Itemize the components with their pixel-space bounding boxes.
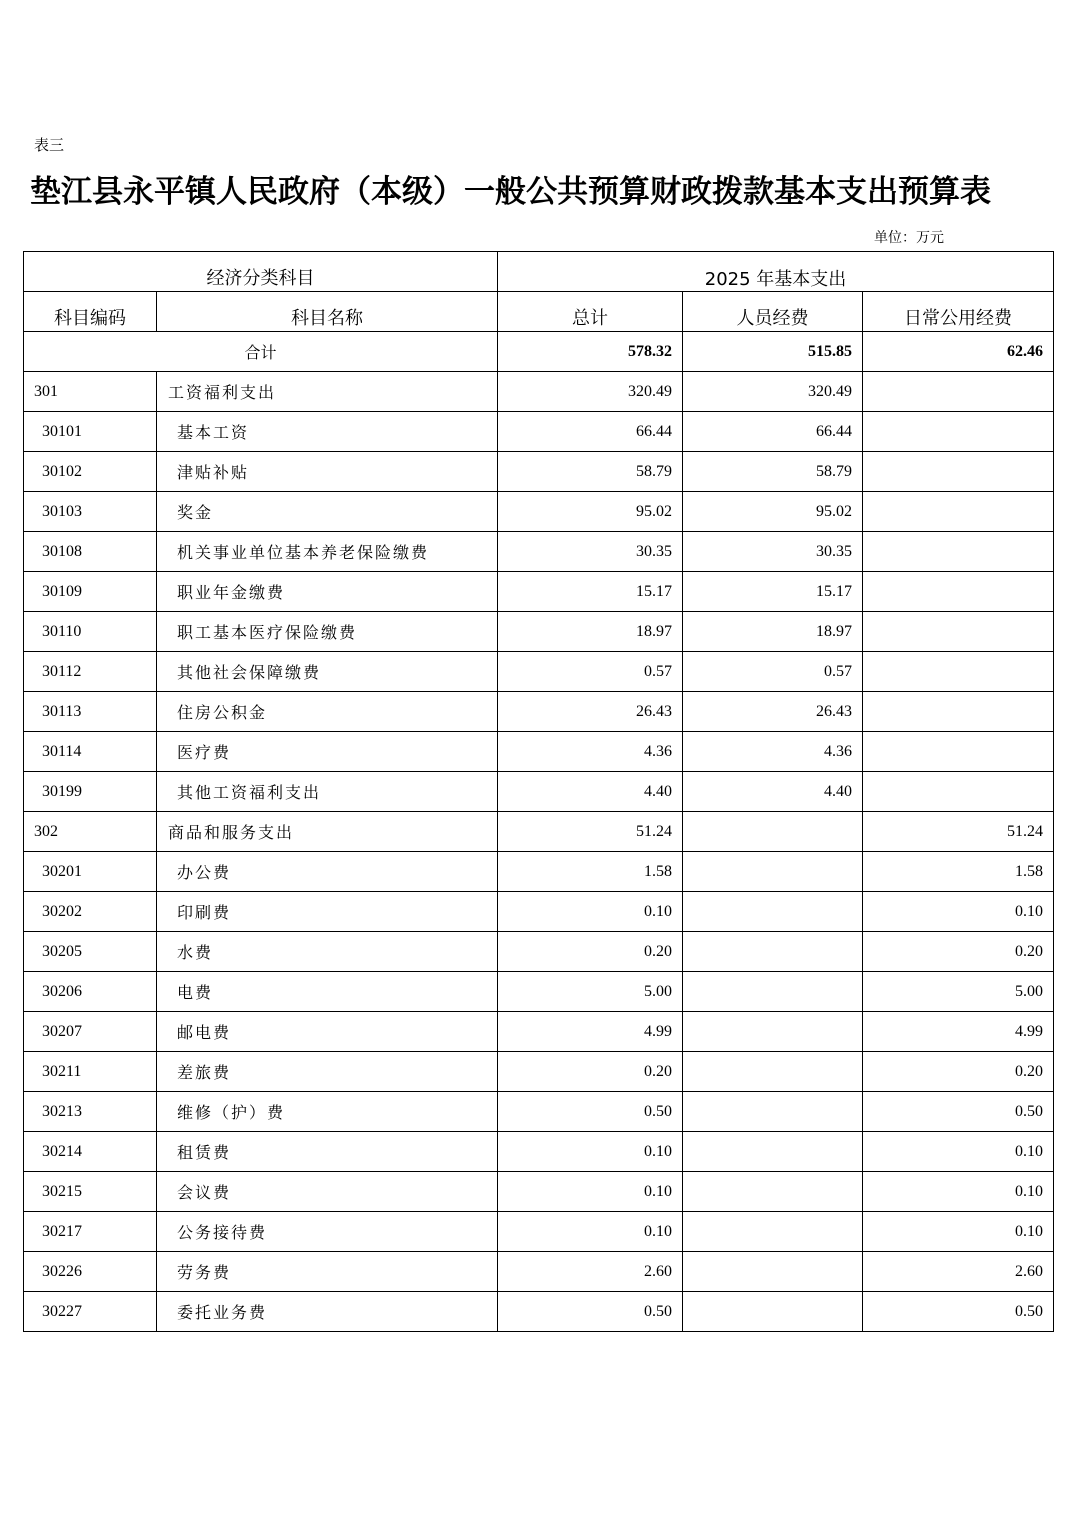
row-public: 2.60 [863, 1252, 1054, 1292]
table-number-label: 表三 [34, 136, 65, 154]
row-code: 30114 [24, 732, 157, 772]
row-personnel: 66.44 [683, 412, 863, 452]
row-public: 0.20 [863, 1052, 1054, 1092]
table-row [24, 1092, 1054, 1132]
table-row [24, 772, 1054, 812]
row-name: 津贴补贴 [157, 452, 498, 492]
row-total: 51.24 [498, 812, 683, 852]
total-total: 578.32 [498, 332, 683, 372]
row-public [863, 492, 1054, 532]
table-row [24, 492, 1054, 532]
row-name: 水费 [157, 932, 498, 972]
row-public: 51.24 [863, 812, 1054, 852]
row-total: 0.50 [498, 1092, 683, 1132]
table-row [24, 372, 1054, 412]
table-row [24, 1132, 1054, 1172]
row-name: 邮电费 [157, 1012, 498, 1052]
header-code: 科目编码 [24, 292, 157, 332]
table-row [24, 972, 1054, 1012]
row-personnel: 18.97 [683, 612, 863, 652]
row-personnel [683, 1172, 863, 1212]
row-name: 维修（护）费 [157, 1092, 498, 1132]
row-name: 医疗费 [157, 732, 498, 772]
row-personnel [683, 1252, 863, 1292]
table-row [24, 612, 1054, 652]
table-row [24, 1292, 1054, 1332]
row-name: 职工基本医疗保险缴费 [157, 612, 498, 652]
row-name: 基本工资 [157, 412, 498, 452]
row-public: 0.10 [863, 1212, 1054, 1252]
table-row [24, 652, 1054, 692]
row-name: 电费 [157, 972, 498, 1012]
table-row [24, 732, 1054, 772]
row-total: 0.20 [498, 932, 683, 972]
row-code: 30103 [24, 492, 157, 532]
row-name: 公务接待费 [157, 1212, 498, 1252]
row-total: 4.99 [498, 1012, 683, 1052]
row-public: 0.10 [863, 1132, 1054, 1172]
table-row [24, 1172, 1054, 1212]
row-total: 5.00 [498, 972, 683, 1012]
table-row [24, 1012, 1054, 1052]
row-personnel: 15.17 [683, 572, 863, 612]
row-code: 30207 [24, 1012, 157, 1052]
row-code: 30110 [24, 612, 157, 652]
row-personnel: 95.02 [683, 492, 863, 532]
row-name: 住房公积金 [157, 692, 498, 732]
row-total: 0.10 [498, 892, 683, 932]
row-public [863, 732, 1054, 772]
row-personnel: 320.49 [683, 372, 863, 412]
row-total: 58.79 [498, 452, 683, 492]
row-personnel [683, 1292, 863, 1332]
table-row [24, 892, 1054, 932]
table-row [24, 1252, 1054, 1292]
total-personnel: 515.85 [683, 332, 863, 372]
row-personnel: 4.40 [683, 772, 863, 812]
row-name: 商品和服务支出 [157, 812, 498, 852]
row-public: 0.10 [863, 892, 1054, 932]
row-personnel [683, 892, 863, 932]
table-row [24, 692, 1054, 732]
row-name: 委托业务费 [157, 1292, 498, 1332]
table-row [24, 1212, 1054, 1252]
header-row-group [24, 252, 1054, 292]
row-total: 0.50 [498, 1292, 683, 1332]
row-public [863, 372, 1054, 412]
row-code: 30101 [24, 412, 157, 452]
row-personnel [683, 1212, 863, 1252]
row-personnel: 0.57 [683, 652, 863, 692]
row-name: 其他社会保障缴费 [157, 652, 498, 692]
row-code: 301 [24, 372, 157, 412]
row-code: 30215 [24, 1172, 157, 1212]
row-code: 30205 [24, 932, 157, 972]
row-name: 差旅费 [157, 1052, 498, 1092]
row-public: 1.58 [863, 852, 1054, 892]
row-name: 办公费 [157, 852, 498, 892]
row-total: 0.57 [498, 652, 683, 692]
table-row [24, 452, 1054, 492]
row-public: 0.10 [863, 1172, 1054, 1212]
row-total: 66.44 [498, 412, 683, 452]
header-year-basic: 2025 年基本支出 [498, 252, 1054, 292]
row-total: 95.02 [498, 492, 683, 532]
row-public [863, 652, 1054, 692]
row-personnel: 30.35 [683, 532, 863, 572]
table-row [24, 812, 1054, 852]
row-code: 302 [24, 812, 157, 852]
total-row [24, 332, 1054, 372]
row-name: 会议费 [157, 1172, 498, 1212]
row-name: 职业年金缴费 [157, 572, 498, 612]
row-public [863, 412, 1054, 452]
total-label: 合计 [24, 332, 498, 372]
header-row-columns [24, 292, 1054, 332]
row-code: 30112 [24, 652, 157, 692]
row-public [863, 572, 1054, 612]
row-public: 4.99 [863, 1012, 1054, 1052]
row-total: 1.58 [498, 852, 683, 892]
row-public: 5.00 [863, 972, 1054, 1012]
row-total: 26.43 [498, 692, 683, 732]
row-personnel [683, 972, 863, 1012]
table-row [24, 1052, 1054, 1092]
header-public: 日常公用经费 [863, 292, 1054, 332]
row-public [863, 692, 1054, 732]
row-name: 印刷费 [157, 892, 498, 932]
row-total: 0.20 [498, 1052, 683, 1092]
row-personnel [683, 852, 863, 892]
row-total: 0.10 [498, 1132, 683, 1172]
total-public: 62.46 [863, 332, 1054, 372]
row-public: 0.20 [863, 932, 1054, 972]
row-total: 15.17 [498, 572, 683, 612]
header-name: 科目名称 [157, 292, 498, 332]
row-code: 30206 [24, 972, 157, 1012]
row-code: 30199 [24, 772, 157, 812]
row-code: 30211 [24, 1052, 157, 1092]
row-public: 0.50 [863, 1292, 1054, 1332]
header-total: 总计 [498, 292, 683, 332]
row-public [863, 772, 1054, 812]
row-name: 机关事业单位基本养老保险缴费 [157, 532, 498, 572]
row-total: 0.10 [498, 1212, 683, 1252]
row-name: 其他工资福利支出 [157, 772, 498, 812]
row-personnel [683, 1092, 863, 1132]
budget-table [23, 251, 1054, 1332]
header-econ-class: 经济分类科目 [24, 252, 498, 292]
row-public [863, 612, 1054, 652]
row-code: 30109 [24, 572, 157, 612]
row-code: 30227 [24, 1292, 157, 1332]
row-total: 30.35 [498, 532, 683, 572]
row-total: 2.60 [498, 1252, 683, 1292]
row-total: 18.97 [498, 612, 683, 652]
row-personnel [683, 1012, 863, 1052]
row-personnel [683, 1132, 863, 1172]
row-code: 30102 [24, 452, 157, 492]
table-row [24, 852, 1054, 892]
row-code: 30217 [24, 1212, 157, 1252]
unit-label: 单位：万元 [874, 230, 944, 246]
row-code: 30113 [24, 692, 157, 732]
row-total: 4.40 [498, 772, 683, 812]
row-name: 工资福利支出 [157, 372, 498, 412]
row-total: 4.36 [498, 732, 683, 772]
header-personnel: 人员经费 [683, 292, 863, 332]
row-personnel [683, 1052, 863, 1092]
row-name: 奖金 [157, 492, 498, 532]
row-public: 0.50 [863, 1092, 1054, 1132]
row-total: 0.10 [498, 1172, 683, 1212]
row-personnel: 4.36 [683, 732, 863, 772]
row-name: 租赁费 [157, 1132, 498, 1172]
table-row [24, 932, 1054, 972]
row-code: 30202 [24, 892, 157, 932]
row-total: 320.49 [498, 372, 683, 412]
row-public [863, 452, 1054, 492]
row-code: 30201 [24, 852, 157, 892]
row-public [863, 532, 1054, 572]
table-row [24, 572, 1054, 612]
row-personnel: 58.79 [683, 452, 863, 492]
row-code: 30226 [24, 1252, 157, 1292]
row-code: 30108 [24, 532, 157, 572]
row-personnel [683, 812, 863, 852]
page-title: 垫江县永平镇人民政府（本级）一般公共预算财政拨款基本支出预算表 [30, 174, 991, 210]
row-code: 30213 [24, 1092, 157, 1132]
row-code: 30214 [24, 1132, 157, 1172]
row-name: 劳务费 [157, 1252, 498, 1292]
table-row [24, 532, 1054, 572]
table-row [24, 412, 1054, 452]
row-personnel [683, 932, 863, 972]
row-personnel: 26.43 [683, 692, 863, 732]
